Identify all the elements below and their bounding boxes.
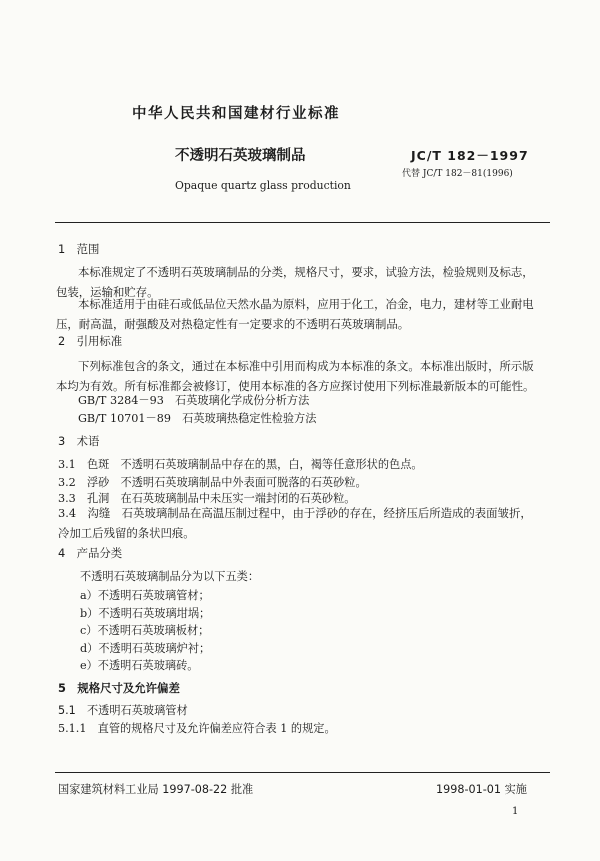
subsection-5-1-1: 5.1.1 直管的规格尺寸及允许偏差应符合表 1 的规定。 <box>58 722 336 735</box>
classification-item: e）不透明石英玻璃砖。 <box>80 659 199 672</box>
reference-item: GB/T 10701－89 石英玻璃热稳定性检验方法 <box>78 412 317 425</box>
section-1-paragraph-1: 本标准规定了不透明石英玻璃制品的分类，规格尺寸，要求，试验方法，检验规则及标志，包装，运输和贮存。 <box>56 265 534 299</box>
classification-item: a）不透明石英玻璃管材； <box>80 589 210 602</box>
standard-code: JC/T 182－1997 <box>411 148 529 163</box>
standard-org-heading: 中华人民共和国建材行业标准 <box>132 106 340 122</box>
replaces-code: 代替 JC/T 182－81(1996) <box>402 169 513 179</box>
section-2-heading: 2 引用标准 <box>58 334 123 348</box>
page-number: 1 <box>512 806 519 817</box>
effective-date: 1998-01-01 实施 <box>436 783 527 796</box>
section-4-heading: 4 产品分类 <box>58 546 123 560</box>
classification-item: b）不透明石英玻璃坩埚； <box>80 607 211 620</box>
classification-item: c）不透明石英玻璃板材； <box>80 624 210 637</box>
footer-rule <box>55 772 550 773</box>
english-title: Opaque quartz glass production <box>175 179 351 192</box>
section-1-heading: 1 范围 <box>58 242 100 256</box>
issuer-approval: 国家建筑材料工业局 1997-08-22 批准 <box>58 783 254 796</box>
term-item: 3.1 色斑 不透明石英玻璃制品中存在的黑，白，褐等任意形状的色点。 <box>58 458 423 471</box>
classification-intro: 不透明石英玻璃制品分为以下五类： <box>80 570 260 583</box>
section-3-heading: 3 术语 <box>58 434 100 448</box>
section-1-paragraph-2: 本标准适用于由硅石或低品位天然水晶为原料，应用于化工，冶金，电力，建材等工业耐电压，耐高温，耐强酸及对热稳定性有一定要求的不透明石英玻璃制品。 <box>56 297 534 331</box>
section-5-heading: 5 规格尺寸及允许偏差 <box>58 681 180 695</box>
term-item: 3.2 浮砂 不透明石英玻璃制品中外表面可脱落的石英砂粒。 <box>58 476 367 489</box>
term-item: 3.4 沟缝 石英玻璃制品在高温压制过程中，由于浮砂的存在，经挤压后所造成的表面皱折，冷加工后残留的条状凹痕。 <box>58 506 532 540</box>
reference-item: GB/T 3284－93 石英玻璃化学成份分析方法 <box>78 394 310 407</box>
subsection-5-1: 5.1 不透明石英玻璃管材 <box>58 704 188 717</box>
header-rule <box>55 222 550 223</box>
term-item: 3.3 孔洞 在石英玻璃制品中未压实一端封闭的石英砂粒。 <box>58 492 356 505</box>
classification-item: d）不透明石英玻璃炉衬； <box>80 642 211 655</box>
document-title: 不透明石英玻璃制品 <box>175 148 306 164</box>
section-2-paragraph: 下列标准包含的条文，通过在本标准中引用而构成为本标准的条文。本标准出版时，所示版本均为有效。所有标准都会被修订，使用本标准的各方应探讨使用下列标准最新版本的可能性。 <box>56 359 535 393</box>
